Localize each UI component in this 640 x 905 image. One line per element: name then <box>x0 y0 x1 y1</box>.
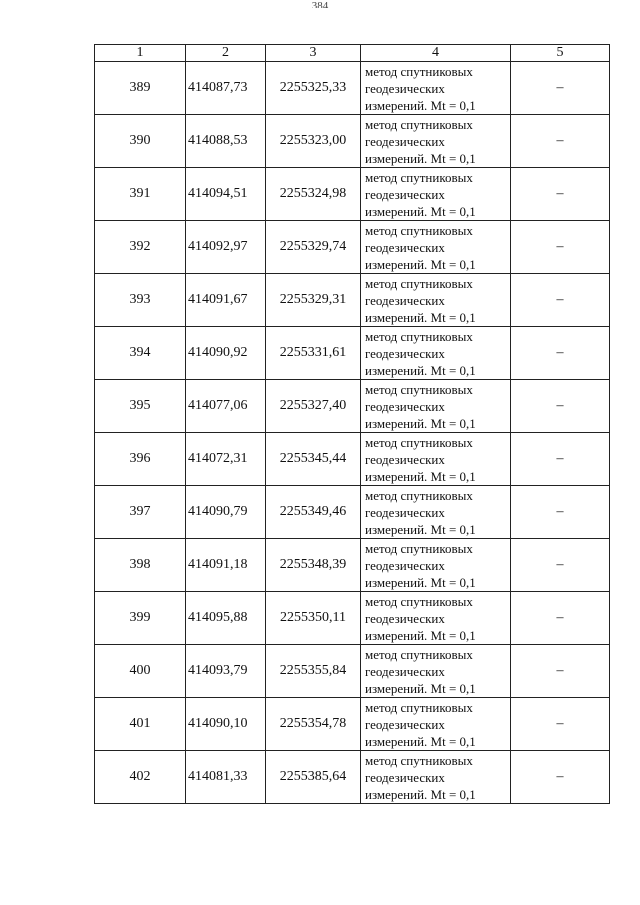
method-line-1: метод спутниковых <box>365 752 473 768</box>
method-line-1: метод спутниковых <box>365 275 473 291</box>
method-line-3: измерений. Mt = 0,1 <box>365 97 476 113</box>
method-line-3: измерений. Mt = 0,1 <box>365 256 476 272</box>
extra-value: – <box>511 62 610 115</box>
header-col-1: 1 <box>95 45 186 62</box>
method-line-3: измерений. Mt = 0,1 <box>365 362 476 378</box>
coord-x: 414081,33 <box>186 751 266 804</box>
method-line-3: измерений. Mt = 0,1 <box>365 574 476 590</box>
coordinates-table <box>94 44 610 804</box>
method-line-1: метод спутниковых <box>365 169 473 185</box>
coord-x: 414087,73 <box>186 62 266 115</box>
extra-value: – <box>511 592 610 645</box>
coord-x: 414090,10 <box>186 698 266 751</box>
method-line-2: геодезических <box>365 398 445 414</box>
point-number: 394 <box>95 327 186 380</box>
method-line-1: метод спутниковых <box>365 487 473 503</box>
method-line-1: метод спутниковых <box>365 699 473 715</box>
coord-x: 414088,53 <box>186 115 266 168</box>
table-row <box>95 645 610 698</box>
method-line-1: метод спутниковых <box>365 434 473 450</box>
coord-y: 2255324,98 <box>266 168 361 221</box>
table-row <box>95 433 610 486</box>
method-line-2: геодезических <box>365 292 445 308</box>
table-body <box>95 62 610 804</box>
method-line-2: геодезических <box>365 504 445 520</box>
method-description <box>361 486 511 539</box>
coord-x: 414092,97 <box>186 221 266 274</box>
coord-x: 414095,88 <box>186 592 266 645</box>
table-row <box>95 62 610 115</box>
table-row <box>95 221 610 274</box>
method-description <box>361 380 511 433</box>
method-line-1: метод спутниковых <box>365 646 473 662</box>
extra-value: – <box>511 698 610 751</box>
method-line-1: метод спутниковых <box>365 328 473 344</box>
coord-y: 2255325,33 <box>266 62 361 115</box>
page-number: 384 <box>311 0 329 8</box>
coord-y: 2255331,61 <box>266 327 361 380</box>
table-row <box>95 751 610 804</box>
extra-value: – <box>511 486 610 539</box>
method-description <box>361 539 511 592</box>
coord-x: 414093,79 <box>186 645 266 698</box>
coord-x: 414090,92 <box>186 327 266 380</box>
table-row <box>95 327 610 380</box>
table-row <box>95 380 610 433</box>
coord-x: 414094,51 <box>186 168 266 221</box>
method-description <box>361 221 511 274</box>
point-number: 395 <box>95 380 186 433</box>
method-line-3: измерений. Mt = 0,1 <box>365 627 476 643</box>
point-number: 389 <box>95 62 186 115</box>
method-line-2: геодезических <box>365 769 445 785</box>
method-line-3: измерений. Mt = 0,1 <box>365 786 476 802</box>
method-description <box>361 433 511 486</box>
coord-y: 2255323,00 <box>266 115 361 168</box>
header-col-4: 4 <box>361 45 511 62</box>
method-description <box>361 751 511 804</box>
coord-y: 2255345,44 <box>266 433 361 486</box>
point-number: 402 <box>95 751 186 804</box>
method-line-1: метод спутниковых <box>365 540 473 556</box>
method-line-1: метод спутниковых <box>365 222 473 238</box>
method-description <box>361 62 511 115</box>
extra-value: – <box>511 327 610 380</box>
method-description <box>361 592 511 645</box>
coord-y: 2255348,39 <box>266 539 361 592</box>
coord-y: 2255355,84 <box>266 645 361 698</box>
extra-value: – <box>511 221 610 274</box>
point-number: 398 <box>95 539 186 592</box>
method-line-2: геодезических <box>365 451 445 467</box>
method-line-3: измерений. Mt = 0,1 <box>365 309 476 325</box>
table-header <box>95 45 610 62</box>
extra-value: – <box>511 433 610 486</box>
extra-value: – <box>511 274 610 327</box>
method-line-3: измерений. Mt = 0,1 <box>365 468 476 484</box>
method-line-3: измерений. Mt = 0,1 <box>365 150 476 166</box>
point-number: 390 <box>95 115 186 168</box>
table-row <box>95 168 610 221</box>
method-line-2: геодезических <box>365 557 445 573</box>
method-line-2: геодезических <box>365 345 445 361</box>
coord-x: 414077,06 <box>186 380 266 433</box>
method-line-3: измерений. Mt = 0,1 <box>365 521 476 537</box>
method-description <box>361 115 511 168</box>
coord-y: 2255329,31 <box>266 274 361 327</box>
method-line-2: геодезических <box>365 133 445 149</box>
point-number: 400 <box>95 645 186 698</box>
extra-value: – <box>511 751 610 804</box>
coord-y: 2255327,40 <box>266 380 361 433</box>
method-description <box>361 168 511 221</box>
coord-y: 2255329,74 <box>266 221 361 274</box>
method-line-1: метод спутниковых <box>365 593 473 609</box>
method-line-2: геодезических <box>365 610 445 626</box>
method-description <box>361 698 511 751</box>
method-line-1: метод спутниковых <box>365 116 473 132</box>
extra-value: – <box>511 645 610 698</box>
coord-y: 2255349,46 <box>266 486 361 539</box>
method-line-1: метод спутниковых <box>365 381 473 397</box>
coord-y: 2255354,78 <box>266 698 361 751</box>
table-row <box>95 115 610 168</box>
extra-value: – <box>511 168 610 221</box>
header-col-5: 5 <box>511 45 610 62</box>
coord-x: 414072,31 <box>186 433 266 486</box>
method-description <box>361 274 511 327</box>
header-row <box>95 45 610 62</box>
method-line-2: геодезических <box>365 716 445 732</box>
coord-y: 2255350,11 <box>266 592 361 645</box>
method-line-2: геодезических <box>365 80 445 96</box>
method-line-2: геодезических <box>365 239 445 255</box>
method-line-2: геодезических <box>365 663 445 679</box>
table-row <box>95 486 610 539</box>
method-line-3: измерений. Mt = 0,1 <box>365 680 476 696</box>
extra-value: – <box>511 115 610 168</box>
method-line-1: метод спутниковых <box>365 63 473 79</box>
point-number: 399 <box>95 592 186 645</box>
method-line-3: измерений. Mt = 0,1 <box>365 203 476 219</box>
point-number: 401 <box>95 698 186 751</box>
method-line-3: измерений. Mt = 0,1 <box>365 733 476 749</box>
coord-y: 2255385,64 <box>266 751 361 804</box>
method-line-2: геодезических <box>365 186 445 202</box>
table-row <box>95 539 610 592</box>
header-col-2: 2 <box>186 45 266 62</box>
coord-x: 414090,79 <box>186 486 266 539</box>
header-col-3: 3 <box>266 45 361 62</box>
point-number: 397 <box>95 486 186 539</box>
table-row <box>95 274 610 327</box>
method-description <box>361 645 511 698</box>
coord-x: 414091,18 <box>186 539 266 592</box>
table-row <box>95 698 610 751</box>
table-row <box>95 592 610 645</box>
point-number: 391 <box>95 168 186 221</box>
method-line-3: измерений. Mt = 0,1 <box>365 415 476 431</box>
extra-value: – <box>511 380 610 433</box>
point-number: 392 <box>95 221 186 274</box>
coord-x: 414091,67 <box>186 274 266 327</box>
point-number: 396 <box>95 433 186 486</box>
extra-value: – <box>511 539 610 592</box>
point-number: 393 <box>95 274 186 327</box>
method-description <box>361 327 511 380</box>
